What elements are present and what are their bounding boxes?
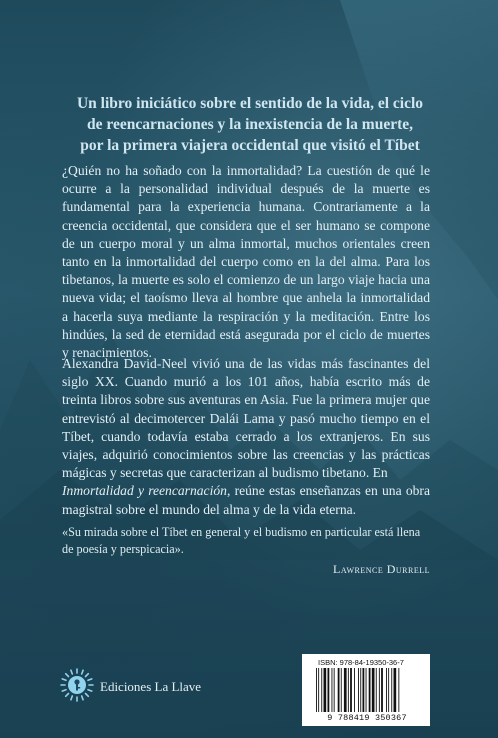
isbn-label: ISBN: 978-84-19350-36-7	[318, 658, 404, 667]
author-bio-paragraph	[62, 355, 430, 519]
barcode-number: 9 788419 350367	[327, 713, 407, 723]
headline-line-2: de reencarnaciones y la inexistencia de la muerte,	[86, 116, 413, 133]
barcode-bars	[314, 668, 418, 712]
intro-paragraph: ¿Quién no ha soñado con la inmortalidad? La cuestión de qué le ocurre a la personalidad individual después de la muerte es fundamental para la experiencia humana. Contrariamente a la creencia occidental, que considera que el ser humano se compone de un cuerpo moral y un alma inmortal, muchos orientales creen tanto en la inmortalidad del cuerpo como en la del alma. Para los tibetanos, la muerte es solo el comienzo de un largo viaje hacia una nueva vida; el taoísmo lleva al hombre que anhela la inmortalidad a hacerla suya mediante la respiración y la meditación. Entre los hindúes, la sed de eternidad está asegurada por el ciclo de muertes y renacimientos.	[62, 163, 430, 361]
quote-author: Lawrence Durrell	[332, 562, 430, 576]
barcode	[302, 654, 430, 726]
sun-key-logo-icon	[60, 668, 94, 702]
bio-text-start: Alexandra David-Neel vivió una de las vidas más fascinantes del siglo XX. Cuando murió a los 101 años, había escrito más de treinta libros sobre sus aventuras en Asia. Fue la primera mujer que entrevistó al decimotercer Dalái Lama y pasó mucho tiempo en el Tíbet, cuando todavía estaba cerrado a los extranjeros. En sus viajes, adquirió conocimientos sobre las creencias y las prácticas mágicas y secretas que caracterizan al budismo tibetano. En	[62, 356, 430, 481]
publisher-name: Ediciones La Llave	[100, 679, 202, 694]
book-title: Inmortalidad y reencarnación	[62, 483, 227, 499]
review-quote: «Su mirada sobre el Tíbet en general y el budismo en particular está llena de poesía y perspicacia».	[62, 525, 421, 556]
headline	[60, 93, 440, 156]
headline-line-3: por la primera viajera occidental que visitó el Tíbet	[80, 137, 420, 154]
bio-text-end: , reúne estas enseñanzas en una obra magistral sobre el mundo del alma y de la vida eterna.	[62, 483, 430, 517]
headline-line-1: Un libro iniciático sobre el sentido de la vida, el ciclo	[76, 95, 424, 112]
